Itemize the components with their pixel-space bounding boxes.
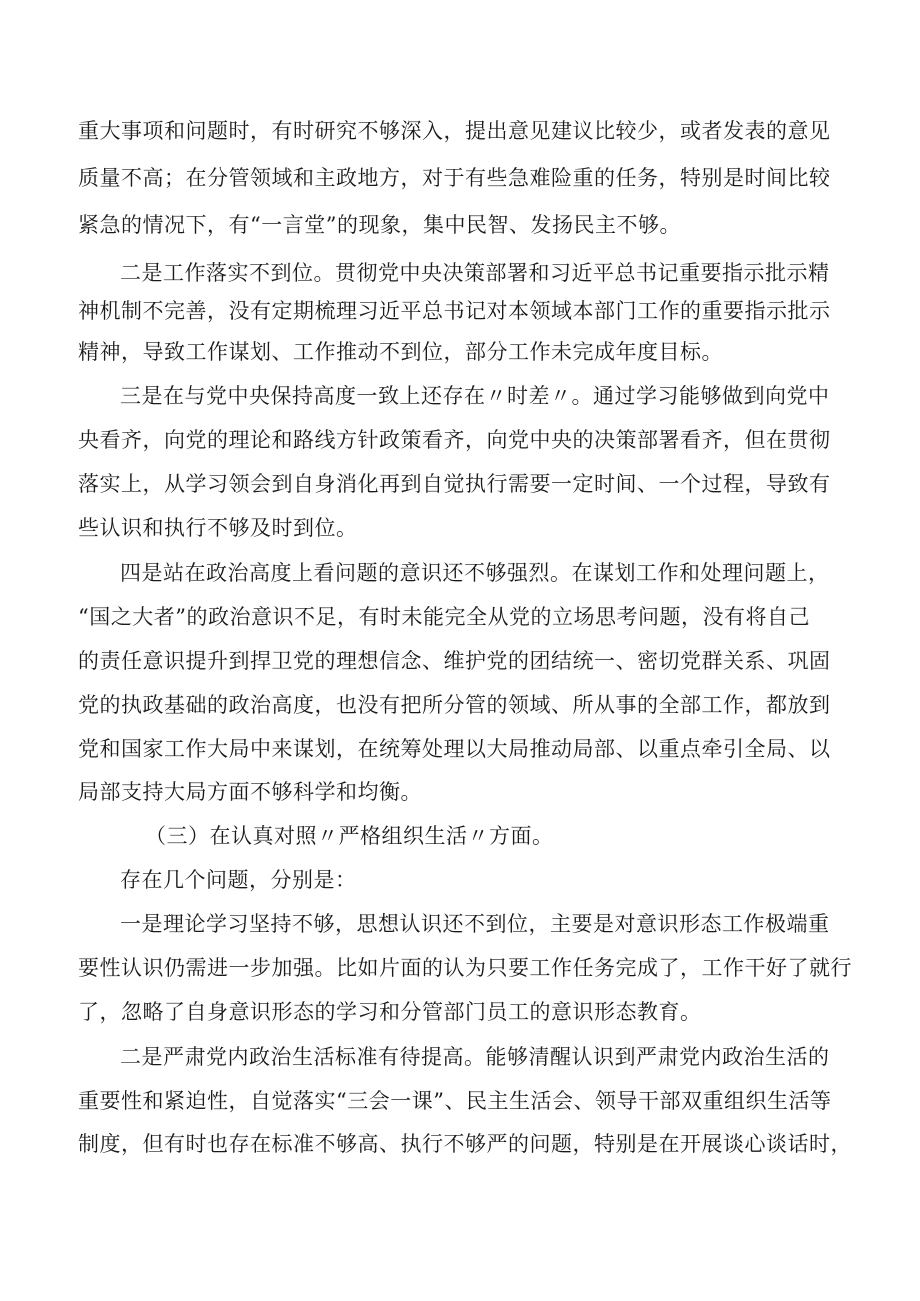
text-line: 央看齐，向党的理论和路线方针政策看齐，向党中央的决策部署看齐，但在贯彻: [78, 428, 831, 452]
text-line: 重要性和紧迫性，自觉落实“三会一课”、民主生活会、领导干部双重组织生活等: [78, 1089, 832, 1113]
paragraph-start: 一是理论学习坚持不够，思想认识还不到位，主要是对意识形态工作极端重: [120, 912, 830, 936]
text-line: 制度，但有时也存在标准不够高、执行不够严的问题，特别是在开展谈心谈话时，: [78, 1132, 852, 1156]
paragraph-start: 四是站在政治高度上看问题的意识还不够强烈。在谋划工作和处理问题上，: [120, 561, 830, 585]
paragraph-start: 存在几个问题，分别是：: [120, 868, 357, 892]
text-line: 神机制不完善，没有定期梳理习近平总书记对本领域本部门工作的重要指示批示: [78, 299, 831, 323]
text-line: 质量不高；在分管领域和主政地方，对于有些急难险重的任务，特别是时间比较: [78, 166, 831, 190]
text-line: “国之大者”的政治意识不足，有时未能完全从党的立场思考问题，没有将自己: [78, 605, 810, 629]
text-line: 的责任意识提升到捍卫党的理想信念、维护党的团结统一、密切党群关系、巩固: [78, 649, 831, 673]
text-line: 紧急的情况下，有“一言堂”的现象，集中民智、发扬民主不够。: [78, 213, 681, 237]
paragraph-start: 三是在与党中央保持高度一致上还存在〃时差〃。通过学习能够做到向党中: [120, 384, 830, 408]
text-line: 要性认识仍需进一步加强。比如片面的认为只要工作任务完成了，工作干好了就行: [78, 956, 852, 980]
text-line: 了，忽略了自身意识形态的学习和分管部门员工的意识形态教育。: [78, 1000, 702, 1024]
text-line: 党和国家工作大局中来谋划，在统筹处理以大局推动局部、以重点牵引全局、以: [78, 737, 831, 761]
paragraph-start: 二是严肃党内政治生活标准有待提高。能够清醒认识到严肃党内政治生活的: [120, 1045, 830, 1069]
paragraph-start: 二是工作落实不到位。贯彻党中央决策部署和习近平总书记重要指示批示精: [120, 261, 830, 285]
text-line: 党的执政基础的政治高度，也没有把所分管的领域、所从事的全部工作，都放到: [78, 693, 831, 717]
text-line: 重大事项和问题时，有时研究不够深入，提出意见建议比较少，或者发表的意见: [78, 119, 831, 143]
section-heading: （三）在认真对照〃严格组织生活〃方面。: [145, 824, 554, 848]
text-line: 局部支持大局方面不够科学和均衡。: [78, 780, 422, 804]
text-line: 落实上，从学习领会到自身消化再到自觉执行需要一定时间、一个过程，导致有: [78, 472, 831, 496]
text-line: 精神，导致工作谋划、工作推动不到位，部分工作未完成年度目标。: [78, 340, 723, 364]
text-line: 些认识和执行不够及时到位。: [78, 516, 358, 540]
